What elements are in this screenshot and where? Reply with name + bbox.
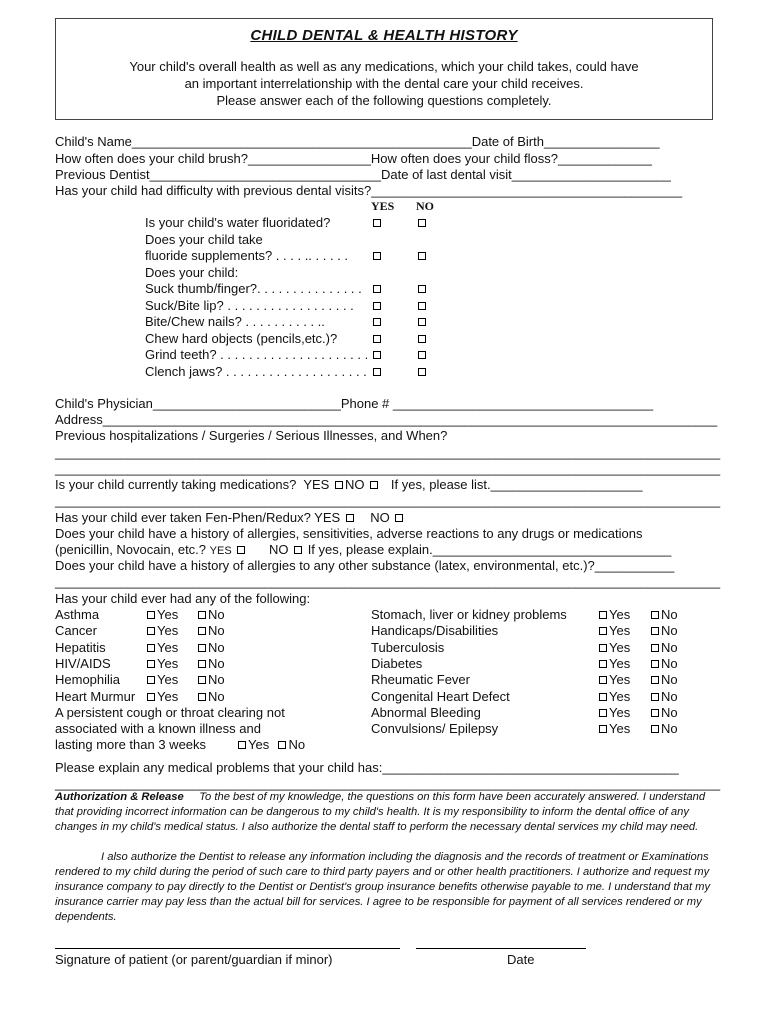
condition-yes-option (597, 623, 630, 639)
condition-no-checkbox[interactable] (198, 644, 206, 652)
drug-allergies-no-label: NO (268, 542, 289, 557)
condition-yes-label: Yes (157, 640, 179, 655)
cough-answer (236, 737, 305, 753)
condition-no-option (649, 656, 678, 672)
physician-phone-field[interactable]: Child's Physician__________________________Phone # ____________________________________ (55, 396, 654, 411)
condition-yes-checkbox[interactable] (147, 693, 155, 701)
condition-yes-option (145, 607, 178, 623)
cough-question-line-3: lasting more than 3 weeks (55, 737, 207, 752)
medications-no-checkbox[interactable] (370, 481, 378, 489)
condition-yes-label: Yes (157, 689, 179, 704)
checklist-yes-checkbox[interactable] (373, 351, 381, 359)
medications-list-field[interactable]: If yes, please list._____________________ (380, 477, 643, 492)
condition-yes-checkbox[interactable] (599, 627, 607, 635)
checklist-item-label: Is your child's water fluoridated? (145, 215, 331, 230)
condition-no-option (196, 640, 225, 656)
condition-label: HIV/AIDS (55, 656, 111, 671)
condition-label: Convulsions/ Epilepsy (371, 721, 499, 736)
medications-blank[interactable]: ____________________________________________________________________________________________ (55, 493, 721, 508)
condition-yes-checkbox[interactable] (599, 709, 607, 717)
condition-label: Hepatitis (55, 640, 106, 655)
condition-yes-checkbox[interactable] (147, 611, 155, 619)
fenphen-question-text: Has your child ever taken Fen-Phen/Redux? YES (55, 510, 341, 525)
condition-no-checkbox[interactable] (198, 693, 206, 701)
checklist-no-checkbox[interactable] (418, 302, 426, 310)
drug-allergies-explain-field[interactable]: If yes, please explain._________________________________ (304, 542, 672, 557)
date-label: Date (507, 952, 535, 967)
cough-yes-label: Yes (248, 737, 270, 752)
hospitalizations-blank-1[interactable]: ____________________________________________________________________________________________ (55, 445, 721, 460)
checklist-yes-checkbox[interactable] (373, 219, 381, 227)
drug-allergies-answer (55, 542, 671, 559)
condition-no-checkbox[interactable] (198, 627, 206, 635)
condition-label: Handicaps/Disabilities (371, 623, 499, 638)
cough-no-label: No (288, 737, 306, 752)
condition-yes-label: Yes (609, 689, 631, 704)
authorization-paragraph-1 (55, 790, 715, 835)
checklist-item-label: Does your child take (145, 232, 263, 247)
condition-label: Hemophilia (55, 672, 121, 687)
explain-problems-field[interactable]: Please explain any medical problems that your child has:_________________________________________ (55, 760, 679, 775)
condition-label: Diabetes (371, 656, 423, 671)
condition-no-checkbox[interactable] (651, 660, 659, 668)
drug-allergies-prefix: (penicillin, Novocain, etc.? (55, 542, 210, 557)
checklist-item-label: Does your child: (145, 265, 239, 280)
checklist-no-checkbox[interactable] (418, 252, 426, 260)
checklist-yes-checkbox[interactable] (373, 368, 381, 376)
hospitalizations-blank-2[interactable]: ____________________________________________________________________________________________ (55, 461, 721, 476)
checklist-item-label: Suck/Bite lip? . . . . . . . . . . . . . . . . . . (145, 298, 354, 313)
intro-line-3: Please answer each of the following questions completely. (216, 93, 552, 108)
condition-no-checkbox[interactable] (651, 611, 659, 619)
condition-yes-checkbox[interactable] (147, 644, 155, 652)
condition-label: Congenital Heart Defect (371, 689, 510, 704)
condition-no-checkbox[interactable] (651, 644, 659, 652)
condition-yes-option (597, 689, 630, 705)
condition-label: Tuberculosis (371, 640, 445, 655)
checklist-yes-checkbox[interactable] (373, 302, 381, 310)
condition-no-option (649, 705, 678, 721)
checklist-item-label: Bite/Chew nails? . . . . . . . . . . .. (145, 314, 325, 329)
condition-no-checkbox[interactable] (651, 709, 659, 717)
condition-no-label: No (208, 607, 225, 622)
other-allergies-blank[interactable]: ____________________________________________________________________________________________ (55, 574, 721, 589)
previous-dentist-field[interactable]: Previous Dentist________________________________Date of last dental visit______________________ (55, 167, 671, 182)
condition-no-label: No (661, 607, 678, 622)
form-title: CHILD DENTAL & HEALTH HISTORY (250, 27, 518, 44)
cough-yes-checkbox[interactable] (238, 741, 246, 749)
condition-yes-label: Yes (609, 640, 631, 655)
condition-no-checkbox[interactable] (651, 627, 659, 635)
childs-name-field[interactable]: Child's Name_______________________________________________Date of Birth________________ (55, 134, 660, 149)
checklist-no-checkbox[interactable] (418, 219, 426, 227)
conditions-intro: Has your child ever had any of the following: (55, 591, 311, 606)
condition-no-label: No (661, 705, 678, 720)
condition-yes-option (597, 721, 630, 737)
condition-no-label: No (661, 623, 678, 638)
checklist-item-label: fluoride supplements? . . . . .. . . . . . (145, 248, 349, 263)
condition-no-option (196, 623, 225, 639)
condition-yes-option (597, 607, 630, 623)
condition-yes-checkbox[interactable] (147, 660, 155, 668)
condition-yes-option (597, 705, 630, 721)
condition-no-checkbox[interactable] (198, 676, 206, 684)
condition-yes-checkbox[interactable] (599, 693, 607, 701)
condition-yes-checkbox[interactable] (599, 611, 607, 619)
intro-line-1: Your child's overall health as well as any medications, which your child takes, could have (129, 59, 639, 74)
address-field[interactable]: Address_____________________________________________________________________________________ (55, 412, 718, 427)
condition-yes-option (597, 672, 630, 688)
cough-question-line-1: A persistent cough or throat clearing not (55, 705, 285, 720)
checklist-yes-checkbox[interactable] (373, 285, 381, 293)
condition-no-checkbox[interactable] (651, 725, 659, 733)
checklist-yes-checkbox[interactable] (373, 318, 381, 326)
brush-floss-field[interactable]: How often does your child brush?_________________How often does your child floss?_____________ (55, 151, 652, 166)
explain-problems-blank[interactable]: ____________________________________________________________________________________________ (55, 776, 721, 791)
condition-no-checkbox[interactable] (198, 611, 206, 619)
condition-label: Stomach, liver or kidney problems (371, 607, 567, 622)
intro-line-2: an important interrelationship with the dental care your child receives. (184, 76, 584, 91)
condition-yes-option (597, 640, 630, 656)
condition-no-option (649, 672, 678, 688)
condition-no-label: No (661, 689, 678, 704)
condition-no-label: No (661, 721, 678, 736)
checklist-item-label: Chew hard objects (pencils,etc.)? (145, 331, 338, 346)
condition-yes-label: Yes (157, 623, 179, 638)
condition-yes-label: Yes (609, 672, 631, 687)
condition-yes-label: Yes (609, 721, 631, 736)
condition-no-checkbox[interactable] (651, 693, 659, 701)
checklist-no-checkbox[interactable] (418, 318, 426, 326)
condition-yes-checkbox[interactable] (147, 676, 155, 684)
condition-yes-option (145, 640, 178, 656)
condition-no-option (196, 689, 225, 705)
other-allergies-question[interactable]: Does your child have a history of allergies to any other substance (latex, environmental, etc.)?___________ (55, 558, 675, 573)
condition-no-label: No (208, 656, 225, 671)
condition-label: Cancer (55, 623, 97, 638)
condition-label: Asthma (55, 607, 100, 622)
condition-no-option (649, 689, 678, 705)
date-line[interactable] (416, 948, 586, 949)
condition-no-option (649, 721, 678, 737)
condition-yes-option (145, 672, 178, 688)
drug-allergies-yes-checkbox[interactable] (237, 546, 245, 554)
condition-no-option (649, 640, 678, 656)
checklist-item-label: Suck thumb/finger?. . . . . . . . . . . . . . . (145, 281, 362, 296)
condition-no-checkbox[interactable] (198, 660, 206, 668)
yes-column-header: YES (371, 199, 395, 213)
condition-yes-option (145, 623, 178, 639)
condition-yes-checkbox[interactable] (147, 627, 155, 635)
medications-yes-checkbox[interactable] (335, 481, 343, 489)
fenphen-question (55, 510, 405, 526)
condition-yes-label: Yes (609, 607, 631, 622)
drug-allergies-yes-label: YES (209, 545, 232, 557)
checklist-no-checkbox[interactable] (418, 285, 426, 293)
checklist-no-checkbox[interactable] (418, 368, 426, 376)
cough-no-checkbox[interactable] (278, 741, 286, 749)
checklist-no-checkbox[interactable] (418, 335, 426, 343)
drug-allergies-no-checkbox[interactable] (294, 546, 302, 554)
authorization-text-1: To the best of my knowledge, the questions on this form have been accurately answered. I understand that providing incorrect information can be dangerous to my child's health. It is my responsibility to inform the dental office of any changes in my child's medical status. I also authorize the dental staff to perform the necessary dental services my child may need. (55, 791, 706, 833)
checklist-item-label: Clench jaws? . . . . . . . . . . . . . . . . . . . . (145, 364, 367, 379)
form-header (55, 18, 713, 120)
medications-question (55, 477, 642, 493)
fenphen-yes-checkbox[interactable] (346, 514, 354, 522)
checklist-yes-checkbox[interactable] (373, 335, 381, 343)
condition-yes-checkbox[interactable] (599, 725, 607, 733)
condition-no-option (649, 623, 678, 639)
condition-yes-label: Yes (609, 705, 631, 720)
fenphen-no-label: NO (370, 510, 390, 525)
checklist-item-label: Grind teeth? . . . . . . . . . . . . . . . . . . . . . (145, 347, 369, 362)
medications-question-text: Is your child currently taking medications? YES (55, 477, 330, 492)
condition-no-label: No (661, 656, 678, 671)
condition-no-label: No (208, 623, 225, 638)
condition-label: Rheumatic Fever (371, 672, 470, 687)
hospitalizations-question: Previous hospitalizations / Surgeries / Serious Illnesses, and When? (55, 428, 448, 443)
condition-yes-checkbox[interactable] (599, 644, 607, 652)
condition-yes-label: Yes (157, 672, 179, 687)
medications-no-label: NO (344, 477, 365, 492)
condition-yes-label: Yes (609, 656, 631, 671)
condition-no-label: No (661, 672, 678, 687)
condition-yes-label: Yes (157, 607, 179, 622)
condition-yes-checkbox[interactable] (599, 660, 607, 668)
drug-allergies-question: Does your child have a history of allergies, sensitivities, adverse reactions to any drugs or medications (55, 526, 643, 541)
authorization-paragraph-2: I also authorize the Dentist to release any information including the diagnosis and the records of treatment or Examinations rendered to my child during the period of such care to third party payers and or other health practitioners. I authorize and request my insurance company to pay directly to the Dentist or Dentist's group insurance benefits otherwise payable to me. I understand that my insurance carrier may pay less than the actual bill for services. I agree to be responsible for payment of all services rendered or my dependents. (55, 851, 711, 923)
condition-no-option (649, 607, 678, 623)
checklist-yes-checkbox[interactable] (373, 252, 381, 260)
condition-no-label: No (208, 640, 225, 655)
cough-question-line-2: associated with a known illness and (55, 721, 261, 736)
signature-label: Signature of patient (or parent/guardian if minor) (55, 952, 333, 967)
condition-no-option (196, 672, 225, 688)
condition-label: Abnormal Bleeding (371, 705, 481, 720)
condition-no-option (196, 607, 225, 623)
condition-no-label: No (661, 640, 678, 655)
checklist-no-checkbox[interactable] (418, 351, 426, 359)
signature-line[interactable] (55, 948, 400, 949)
condition-no-label: No (208, 689, 225, 704)
no-column-header: NO (416, 199, 434, 213)
condition-no-checkbox[interactable] (651, 676, 659, 684)
condition-label: Heart Murmur (55, 689, 136, 704)
condition-yes-label: Yes (609, 623, 631, 638)
difficulty-field[interactable]: Has your child had difficulty with previous dental visits?___________________________________________ (55, 183, 683, 198)
authorization-heading: Authorization & Release (55, 791, 184, 803)
condition-no-option (196, 656, 225, 672)
condition-yes-label: Yes (157, 656, 179, 671)
condition-yes-checkbox[interactable] (599, 676, 607, 684)
condition-yes-option (597, 656, 630, 672)
condition-no-label: No (208, 672, 225, 687)
condition-yes-option (145, 689, 178, 705)
condition-yes-option (145, 656, 178, 672)
fenphen-no-checkbox[interactable] (395, 514, 403, 522)
